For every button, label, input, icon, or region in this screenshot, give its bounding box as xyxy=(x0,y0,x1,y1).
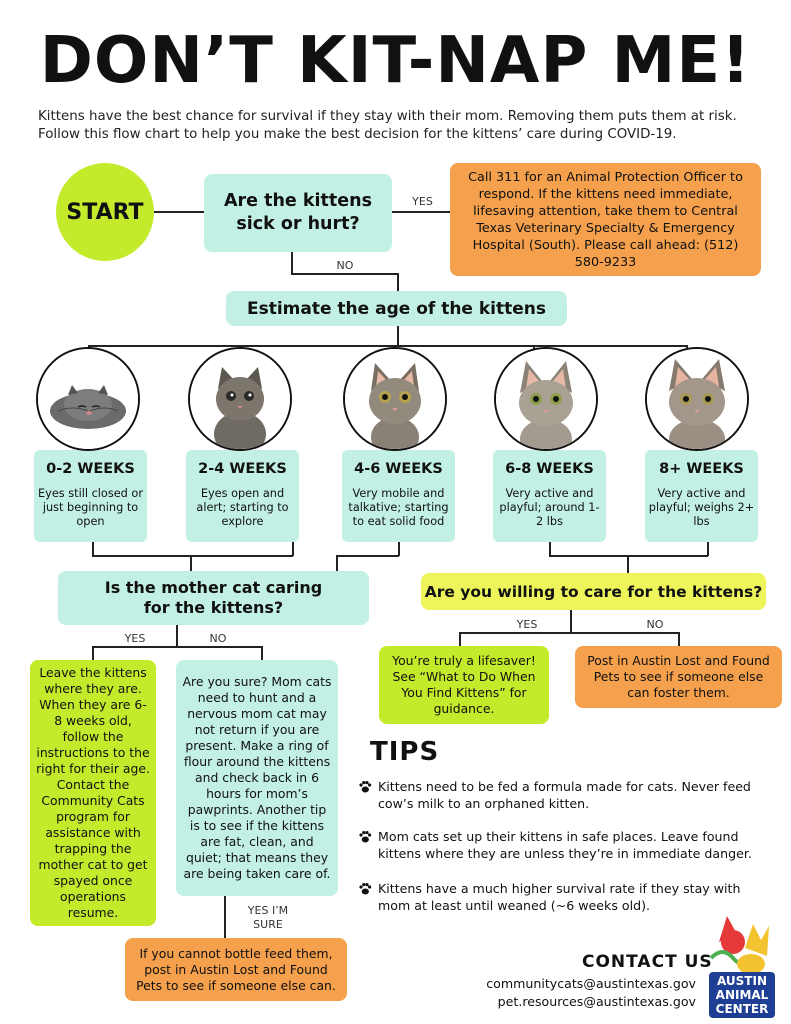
email-community-cats[interactable]: communitycats@austintexas.gov xyxy=(486,976,696,991)
tip-text: Mom cats set up their kittens in safe places. Leave found kittens where they are unless they’re in immediate danger. xyxy=(378,829,752,861)
age-card-8-plus xyxy=(645,450,758,542)
age-card-0-2 xyxy=(34,450,147,542)
lifesaver-box: You’re truly a lifesaver! See “What to Do When You Find Kittens” for guidance. xyxy=(379,646,549,724)
page-title: DON’T KIT-NAP ME! xyxy=(39,24,752,98)
paw-icon xyxy=(358,830,372,844)
tip-text: Kittens have a much higher survival rate if they stay with mom at least until weaned (~6 weeks old). xyxy=(378,881,741,913)
tips-title: TIPS xyxy=(370,737,440,767)
intro-text: Kittens have the best chance for survival if they stay with their mom. Removing them puts them at risk. Follow this flow chart to help you make the best decision for the kittens’ care during COVID-19. xyxy=(38,109,737,142)
tip-item xyxy=(358,778,768,814)
call-311-box: Call 311 for an Animal Protection Officer to respond. If the kittens need immediate, lifesaving attention, take them to Central Texas Veterinary Specialty & Emergency Hospital (South). Please call ahead: (512) 580-9233 xyxy=(450,163,761,276)
post-foster-box: Post in Austin Lost and Found Pets to see if someone else can foster them. xyxy=(575,646,782,708)
age-label: 6-8 WEEKS xyxy=(505,461,594,477)
logo-line-3: CENTER xyxy=(715,1002,769,1016)
age-desc: Very active and playful; weighs 2+ lbs xyxy=(648,487,755,528)
kitten-photo-6-8 xyxy=(494,347,598,451)
start-node: START xyxy=(56,163,154,261)
logo-line-2: ANIMAL xyxy=(715,988,769,1002)
yes-label-willing: YES xyxy=(516,618,538,631)
logo-line-1: AUSTIN xyxy=(717,974,767,988)
kitten-photo-newborn xyxy=(36,347,140,451)
tip-item xyxy=(358,880,768,916)
no-label-mother: NO xyxy=(209,632,227,645)
are-you-sure-box: Are you sure? Mom cats need to hunt and a nervous mom cat may not return if you are present. Make a ring of flour around the kittens and check back in 6 hours for mom’s pawprints. Another tip is to see if the kittens are fat, clean, and quiet; that means they are being taken care of. xyxy=(176,660,338,896)
kitten-photo-2-4 xyxy=(188,347,292,451)
tip-item xyxy=(358,828,768,864)
yes-label-mother: YES xyxy=(124,632,146,645)
yes-im-sure-label: YES I’M SURE xyxy=(247,904,289,931)
age-label: 8+ WEEKS xyxy=(659,461,744,477)
no-label-sick: NO xyxy=(336,259,354,272)
age-label: 2-4 WEEKS xyxy=(198,461,287,477)
no-label-willing: NO xyxy=(646,618,664,631)
kitten-photo-4-6 xyxy=(343,347,447,451)
paw-icon xyxy=(358,780,372,794)
age-label: 0-2 WEEKS xyxy=(46,461,135,477)
age-desc: Very mobile and talkative; starting to eat solid food xyxy=(348,487,449,528)
austin-animal-center-logo xyxy=(707,912,777,1020)
leave-kittens-box: Leave the kittens where they are. When they are 6-8 weeks old, follow the instructions to the right for their age. Contact the Community Cats program for assistance with trapping the mother cat to get spayed once operations resume. xyxy=(30,660,156,926)
willing-question: Are you willing to care for the kittens? xyxy=(421,573,766,610)
sick-question: Are the kittens sick or hurt? xyxy=(204,174,392,252)
age-card-4-6 xyxy=(342,450,455,542)
estimate-age-box: Estimate the age of the kittens xyxy=(226,291,567,326)
kitten-photo-8-plus xyxy=(645,347,749,451)
email-pet-resources[interactable]: pet.resources@austintexas.gov xyxy=(497,994,696,1009)
age-desc: Very active and playful; around 1-2 lbs xyxy=(499,487,600,528)
mother-question: Is the mother cat caring for the kittens? xyxy=(58,571,369,625)
contact-title: CONTACT US xyxy=(582,952,713,972)
age-card-6-8 xyxy=(493,450,606,542)
age-desc: Eyes open and alert; starting to explore xyxy=(196,487,289,528)
age-desc: Eyes still closed or just beginning to open xyxy=(38,487,143,528)
tip-text: Kittens need to be fed a formula made for cats. Never feed cow’s milk to an orphaned kitten. xyxy=(378,779,751,811)
bottle-feed-box: If you cannot bottle feed them, post in Austin Lost and Found Pets to see if someone else can. xyxy=(125,938,347,1001)
yes-label-sick: YES xyxy=(412,195,433,208)
paw-icon xyxy=(358,882,372,896)
age-card-2-4 xyxy=(186,450,299,542)
age-label: 4-6 WEEKS xyxy=(354,461,443,477)
